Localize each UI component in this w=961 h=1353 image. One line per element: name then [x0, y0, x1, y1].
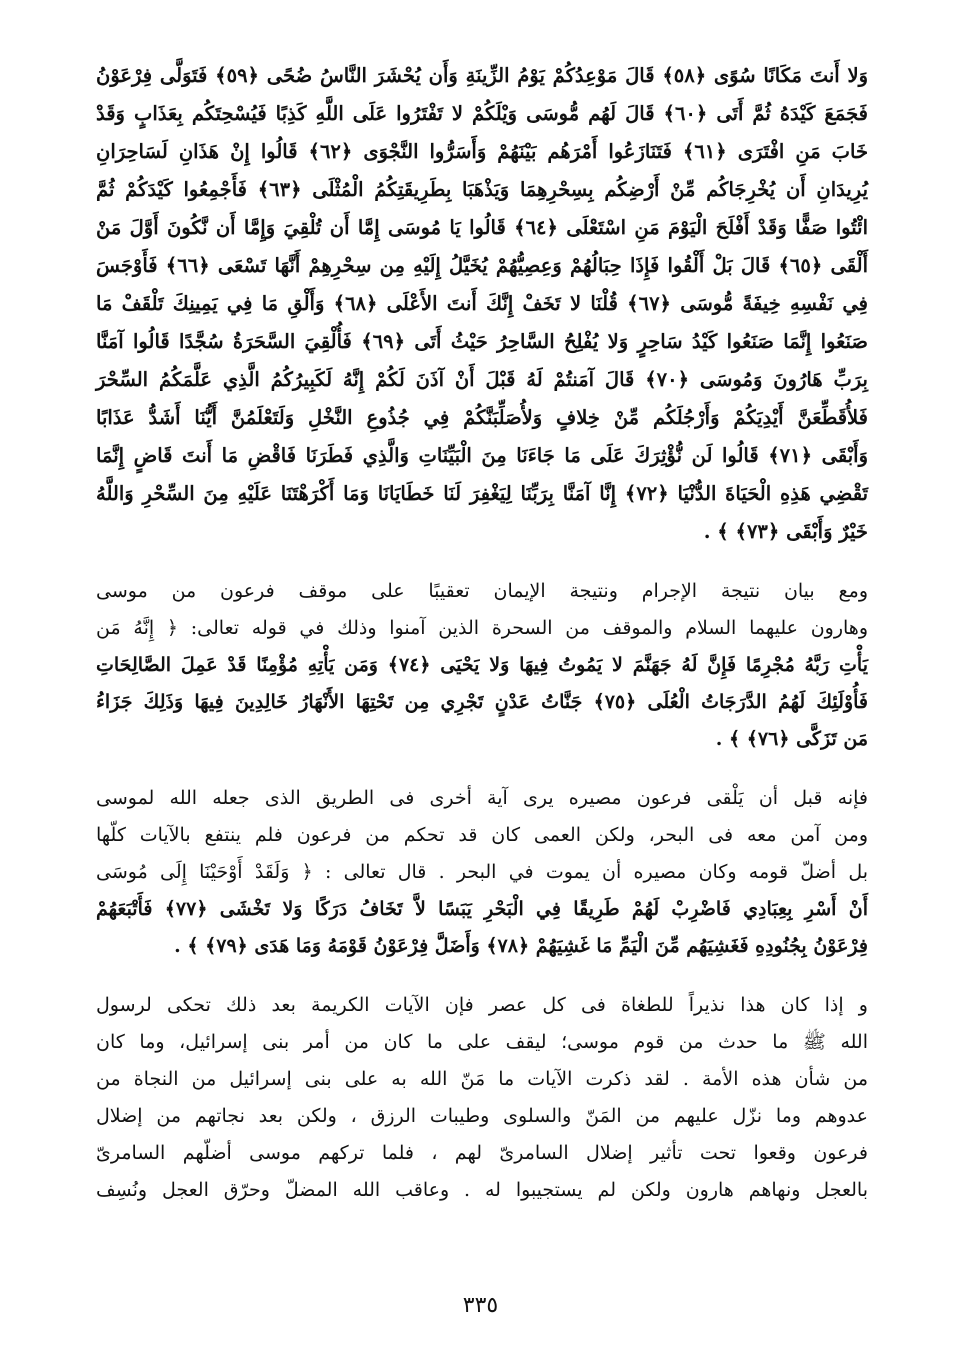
text-line: فِي نَفْسِهِ خِيفَةً مُّوسَى ﴿٦٧﴾ قُلْنَا لا تَخَفْ إِنَّكَ أَنتَ الأَعْلَى ﴿٦٨﴾ وَأَلْقِ مَا فِي يَمِينِكَ تَلْقَفْ مَا — [96, 292, 868, 315]
text-line: و إذا كان هذا نذيراً للطغاة فى كل عصر فإن الآيات الكريمة بعد ذلك تحكى لرسول — [96, 994, 868, 1016]
text-line: من شأن هذه الأمة . لقد ذكرت الآيات ما مَنّ الله به على بنى إسرائيل من النجاة من — [96, 1068, 868, 1090]
text-line: ومن آمن معه فى البحر، ولكن العمى كان قد تحكم من فرعون فلم ينتفع بالآيات كلّها — [96, 824, 868, 846]
text-line: عدوهم وما نزّل عليهم من المَنّ والسلوى وطيبات الرزق ، ولكن بعد نجاتهم من إضلال — [96, 1105, 868, 1127]
text-line: خَابَ مَنِ افْتَرَى ﴿٦١﴾ فَتَنَازَعُوا أَمْرَهُم بَيْنَهُمْ وَأَسَرُّوا النَّجْوَى ﴿٦٢﴾ قَالُوا إِنْ هَذَانِ لَسَاحِرَانِ — [96, 140, 868, 163]
text-line: وَلا أَنتَ مَكَانًا سُوًى ﴿٥٨﴾ قَالَ مَوْعِدُكُمْ يَوْمُ الزِّينَةِ وَأَن يُحْشَرَ النَّاسُ ضُحًى ﴿٥٩﴾ فَتَوَلَّى فِرْعَوْنُ — [96, 64, 869, 87]
text-line: فرعون وقعوا تحت تأثير إضلال السامرىّ لهم ، فلما تركهم موسى أضلّهم السامرىّ — [96, 1142, 868, 1164]
page-number: ٣٣٥ — [462, 1293, 499, 1318]
text-line: فإنه قبل أن يَلْقى فرعون مصيره يرى آية أخرى فى الطريق الذى جعله الله لموسى — [96, 787, 868, 809]
text-line: وهارون عليهما السلام والموقف من السحرة الذين آمنوا وذلك في قوله تعالى: ﴿ إِنَّهُ مَن — [96, 617, 868, 639]
text-line: يَأْتِ رَبَّهُ مُجْرِمًا فَإِنَّ لَهُ جَهَنَّمَ لا يَمُوتُ فِيهَا وَلا يَحْيَى ﴿٧٤﴾ وَمَن يَأْتِهِ مُؤْمِنًا قَدْ عَمِلَ الصَّالِحَاتِ — [96, 654, 868, 676]
text-line: بالعجل ونهاهم هارون ولكن لم يستجيبوا له . وعاقب الله المضلّ وحرّق العجل ونُسِف — [96, 1179, 868, 1201]
text-line: بِرَبِّ هَارُونَ وَمُوسَى ﴿٧٠﴾ قَالَ آمَنتُمْ لَهُ قَبْلَ أَنْ آذَنَ لَكُمْ إِنَّهُ لَكَبِيرُكُمُ الَّذِي عَلَّمَكُمُ السِّحْرَ — [96, 368, 868, 391]
text-line: أَلْقَى ﴿٦٥﴾ قَالَ بَلْ أَلْقُوا فَإِذَا حِبَالُهُمْ وَعِصِيُّهُمْ يُخَيَّلُ إِلَيْهِ مِن سِحْرِهِمْ أَنَّهَا تَسْعَى ﴿٦٦﴾ فَأَوْجَسَ — [96, 254, 868, 277]
text-line: يُرِيدَانِ أَن يُخْرِجَاكُم مِّنْ أَرْضِكُم بِسِحْرِهِمَا وَيَذْهَبَا بِطَرِيقَتِكُمُ الْمُثْلَى ﴿٦٣﴾ فَأَجْمِعُوا كَيْدَكُمْ ثُمَّ — [96, 178, 868, 201]
text-line: فَلأُقَطِّعَنَّ أَيْدِيَكُمْ وَأَرْجُلَكُم مِّنْ خِلافٍ وَلأُصَلِّبَنَّكُمْ فِي جُذُوعِ النَّخْلِ وَلَتَعْلَمُنَّ أَيُّنَا أَشَدُّ عَذَابًا — [96, 406, 868, 429]
text-line: صَنَعُوا إِنَّمَا صَنَعُوا كَيْدُ سَاحِرٍ وَلا يُفْلِحُ السَّاحِرُ حَيْثُ أَتَى ﴿٦٩﴾ فَأُلْقِيَ السَّحَرَةُ سُجَّدًا قَالُوا آمَنَّا — [96, 330, 868, 353]
text-line: فِرْعَوْنُ بِجُنُودِهِ فَغَشِيَهُم مِّنَ الْيَمِّ مَا غَشِيَهُمْ ﴿٧٨﴾ وَأَضَلَّ فِرْعَوْنُ قَوْمَهُ وَمَا هَدَى ﴿٧٩﴾ ﴾ . — [174, 935, 868, 957]
paragraph-consequence — [96, 582, 868, 767]
text-line: وَأَبْقَى ﴿٧١﴾ قَالُوا لَن نُّؤْثِرَكَ عَلَى مَا جَاءَنَا مِنَ الْبَيِّنَاتِ وَالَّذِي فَطَرَنَا فَاقْضِ مَا أَنتَ قَاضٍ إِنَّمَا — [96, 444, 868, 467]
text-line: خَيْرٌ وَأَبْقَى ﴿٧٣﴾ ﴾ . — [703, 520, 868, 543]
paragraph-warning — [96, 996, 868, 1218]
page-body — [96, 60, 868, 1218]
text-line: مَن تَزَكَّى ﴿٧٦﴾ ﴾ . — [715, 728, 868, 750]
text-line: ومع بيان نتيجة الإجرام ونتيجة الإيمان تعقيبًا على موقف فرعون من موسى — [96, 580, 868, 602]
quran-passage-taha-58-73 — [96, 66, 868, 560]
text-line: ائْتُوا صَفًّا وَقَدْ أَفْلَحَ الْيَوْمَ مَنِ اسْتَعْلَى ﴿٦٤﴾ قَالُوا يَا مُوسَى إِمَّا أَن تُلْقِيَ وَإِمَّا أَن نَّكُونَ أَوَّلَ مَنْ — [96, 216, 868, 239]
text-line: فَأُوْلَئِكَ لَهُمُ الدَّرَجَاتُ الْعُلَى ﴿٧٥﴾ جَنَّاتُ عَدْنٍ تَجْرِي مِن تَحْتِهَا الأَنْهَارُ خَالِدِينَ فِيهَا وَذَلِكَ جَزَاءُ — [96, 691, 868, 713]
text-line: فَجَمَعَ كَيْدَهُ ثُمَّ أَتَى ﴿٦٠﴾ قَالَ لَهُم مُّوسَى وَيْلَكُمْ لا تَفْتَرُوا عَلَى اللَّهِ كَذِبًا فَيُسْحِتَكُم بِعَذَابٍ وَقَدْ — [96, 102, 868, 125]
text-line: أَنْ أَسْرِ بِعِبَادِي فَاضْرِبْ لَهُمْ طَرِيقًا فِي الْبَحْرِ يَبَسًا لاَّ تَخَافُ دَرَكًا وَلا تَخْشَى ﴿٧٧﴾ فَأَتْبَعَهُمْ — [96, 898, 868, 920]
paragraph-pharaoh-fate — [96, 789, 868, 974]
text-line: تَقْضِي هَذِهِ الْحَيَاةَ الدُّنْيَا ﴿٧٢﴾ إِنَّا آمَنَّا بِرَبِّنَا لِيَغْفِرَ لَنَا خَطَايَانَا وَمَا أَكْرَهْتَنَا عَلَيْهِ مِنَ السِّحْرِ وَاللَّهُ — [96, 482, 869, 505]
text-line: بل أضلّ قومه وكان مصيره أن يموت في البحر . قال تعالى : ﴿ وَلَقَدْ أَوْحَيْنَا إِلَى مُوسَى — [96, 861, 868, 883]
text-line: الله ﷺ ما حدث من قوم موسى؛ ليقف على ما كان من أمر بنى إسرائيل، وما كان — [96, 1031, 868, 1053]
